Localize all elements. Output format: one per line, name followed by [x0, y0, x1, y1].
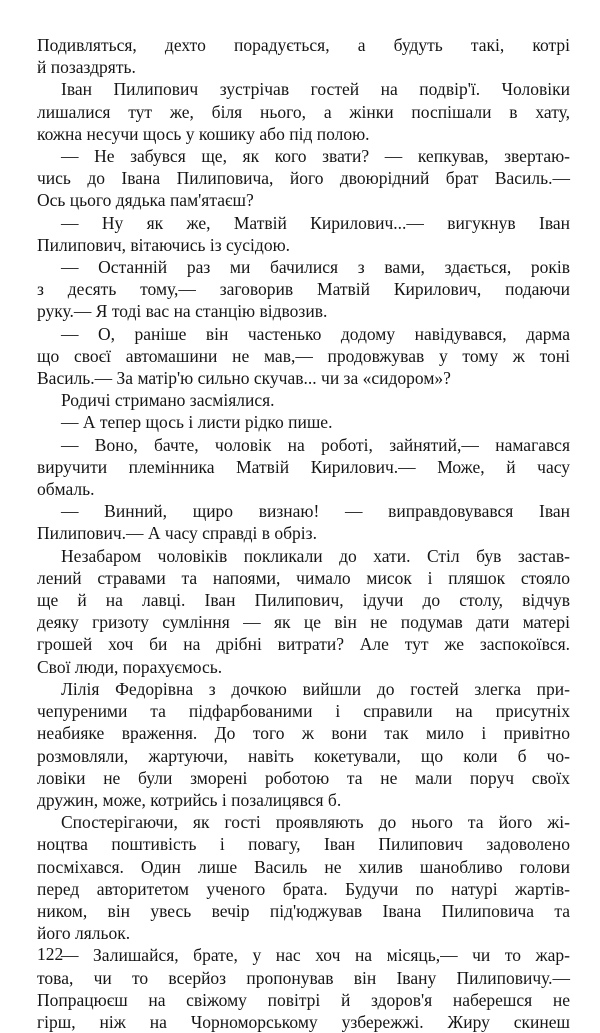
- text-line: руку.— Я тоді вас на станцію відвозив.: [37, 301, 328, 322]
- text-line: Незабаром чоловіків покликали до хати. Стіл був застав-: [61, 545, 570, 566]
- text-line: що своєї автомашини не мав,— продовжував у тому ж тоні: [37, 345, 570, 366]
- text-line: й позаздрять.: [37, 57, 136, 78]
- text-line: — О, раніше він частенько додому навідувався, дарма: [61, 323, 570, 344]
- page-text: [37, 34, 570, 1033]
- text-line: Родичі стримано засміялися.: [61, 390, 275, 411]
- text-line: Лілія Федорівна з дочкою вийшли до гостей злегка при-: [61, 678, 570, 699]
- text-line: дружин, може, котрийсь і позалицявся б.: [37, 789, 342, 810]
- text-line: — Останній раз ми бачилися з вами, здається, років: [61, 257, 570, 278]
- text-line: Спостерігаючи, як гості проявляють до нього та його жі-: [61, 812, 570, 833]
- text-line: Василь.— За матір'ю сильно скучав... чи за «сидором»?: [37, 368, 451, 389]
- text-line: Пилипович, вітаючись із сусідою.: [37, 234, 291, 255]
- text-line: його ляльок.: [37, 923, 131, 944]
- text-line: — Ну як же, Матвій Кирилович...— вигукнув Іван: [61, 212, 570, 233]
- text-line: чись до Івана Пилиповича, його двоюрідний брат Василь.—: [37, 168, 570, 189]
- text-line: виручити племінника Матвій Кирилович.— Може, й часу: [37, 456, 570, 477]
- text-line: неабияке враження. До того ж вони так мило і привітно: [37, 723, 570, 744]
- text-line: ником, він увесь вечір під'юджував Івана Пилиповича та: [37, 900, 570, 921]
- text-line: лений стравами та напоями, чимало мисок і пляшок стояло: [37, 567, 570, 588]
- text-line: ноцтва поштивість і повагу, Іван Пилипович задоволено: [37, 834, 570, 855]
- text-line: Свої люди, порахуємось.: [37, 656, 223, 677]
- text-line: — Залишайся, брате, у нас хоч на місяць,— чи то жар-: [61, 945, 570, 966]
- text-line: — Винний, щиро визнаю! — виправдовувався Іван: [61, 501, 570, 522]
- text-line: кожна несучи щось у кошику або під полою.: [37, 123, 370, 144]
- text-line: Іван Пилипович зустрічав гостей на подвір'ї. Чоловіки: [61, 79, 570, 100]
- text-line: обмаль.: [37, 479, 95, 500]
- text-line: розмовляли, жартуючи, навіть кокетували, що коли б чо-: [37, 745, 570, 766]
- text-line: Ось цього дядька пам'ятаєш?: [37, 190, 254, 211]
- text-line: Попрацюєш на свіжому повітрі й здоров'я наберешся не: [37, 989, 570, 1010]
- text-line: Подивляться, дехто порадується, а будуть такі, котрі: [37, 35, 570, 55]
- text-line: чепуреними та підфарбованими і справили на присутніх: [37, 701, 570, 722]
- text-line: гірш, ніж на Чорноморському узбережжі. Жиру скинеш: [37, 1011, 570, 1032]
- text-line: посміхався. Один лише Василь не хилив шанобливо голови: [37, 856, 570, 877]
- text-body: [37, 34, 570, 1033]
- text-line: деяку гризоту сумління — як це він не подумав дати матері: [37, 612, 570, 633]
- text-line: грошей хоч би на дрібні витрати? Але тут же заспокоївся.: [37, 634, 570, 655]
- text-line: Пилипович.— А часу справді в обріз.: [37, 523, 317, 544]
- text-line: — А тепер щось і листи рідко пише.: [61, 412, 333, 433]
- text-line: това, чи то всерйоз пропонував він Івану Пилиповичу.—: [37, 967, 570, 988]
- text-line: з десять тому,— заговорив Матвій Кирилович, подаючи: [37, 279, 570, 300]
- text-line: ще й на лавці. Іван Пилипович, ідучи до столу, відчув: [37, 590, 570, 611]
- text-line: перед авторитетом ученого брата. Будучи по натурі жартів-: [37, 878, 570, 899]
- text-line: — Не забувся ще, як кого звати? — кепкував, звертаю-: [61, 146, 570, 167]
- page-number: 122: [37, 944, 64, 964]
- text-line: — Воно, бачте, чоловік на роботі, зайнятий,— намагався: [61, 434, 570, 455]
- text-line: ловіки не були зморені роботою та не мали поруч своїх: [37, 767, 570, 788]
- text-line: лишалися тут же, біля нього, а жінки поспішали в хату,: [37, 101, 570, 122]
